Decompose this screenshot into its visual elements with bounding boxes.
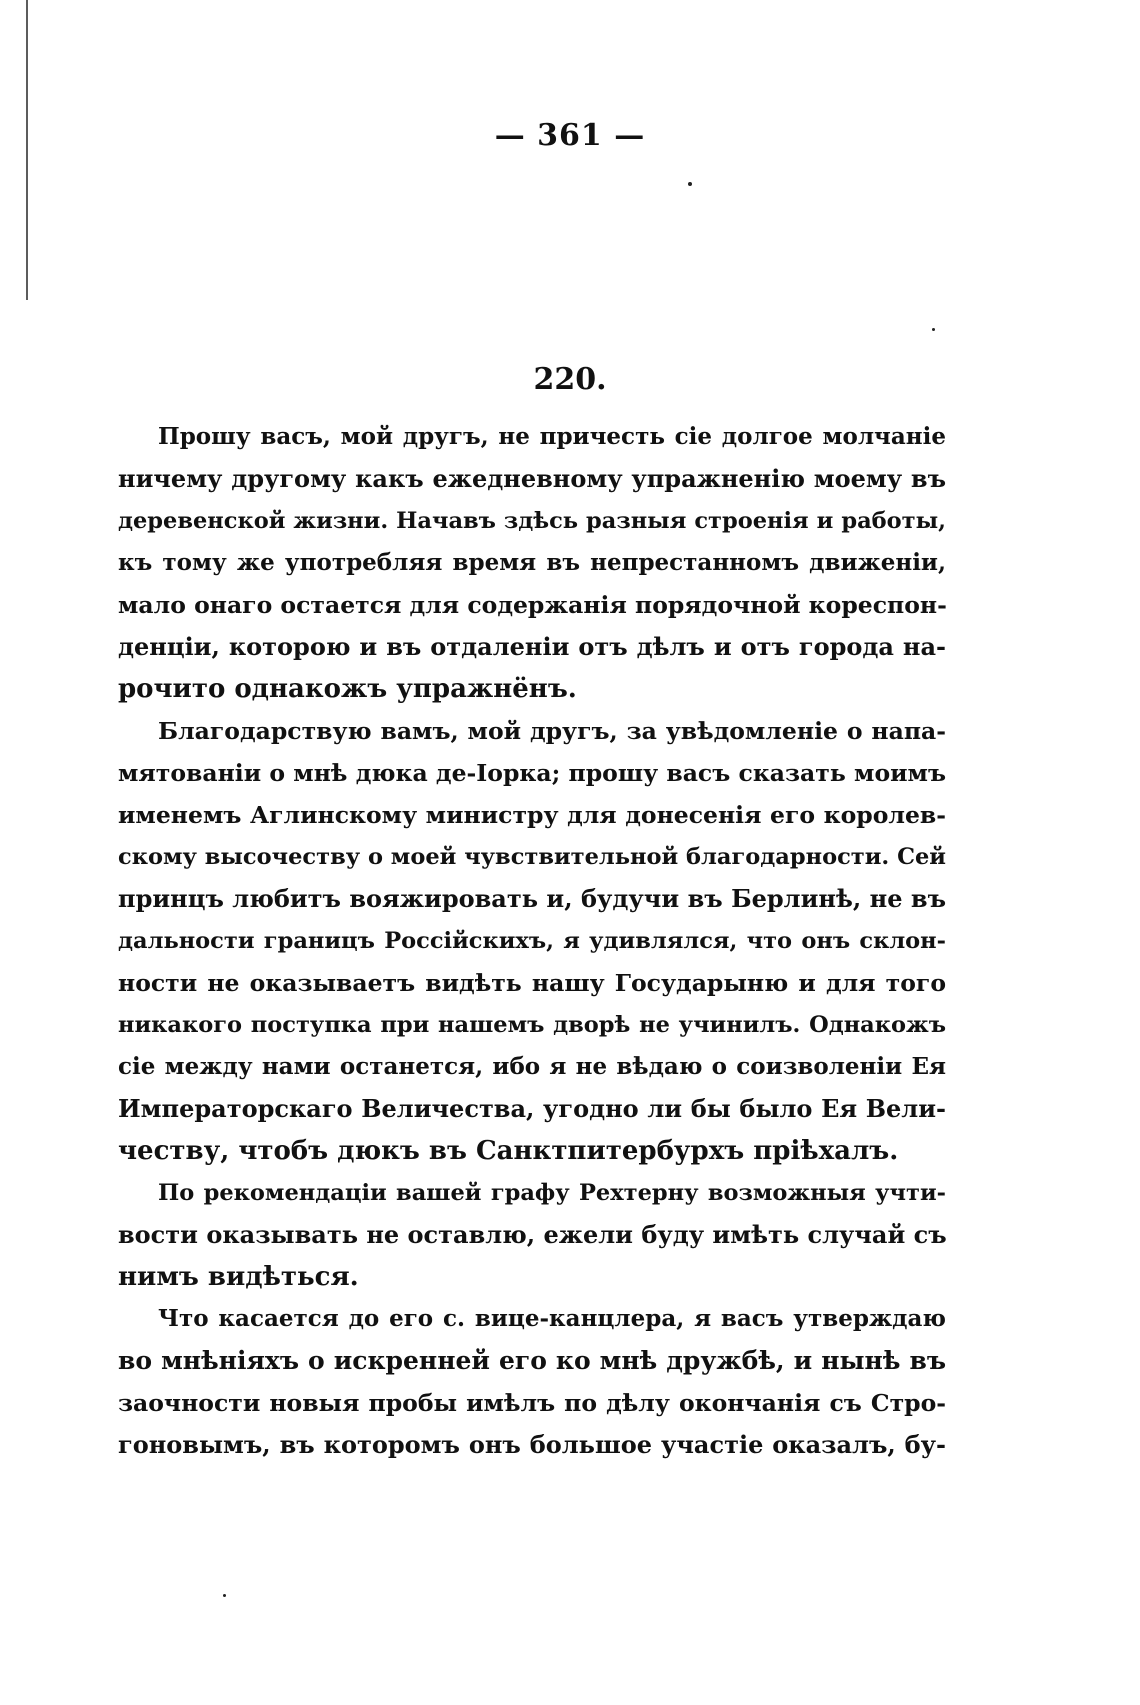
- paragraph: [118, 416, 946, 710]
- text-line: денціи, которою и въ отдаленіи отъ дѣлъ и отъ города на-: [118, 632, 946, 661]
- text-line: именемъ Аглинскому министру для донесенія его королев-: [118, 801, 946, 829]
- text-line: Императорскаго Величества, угодно ли бы было Ея Вели-: [118, 1094, 946, 1123]
- paragraph: [118, 1298, 946, 1466]
- text-line: Прошу васъ, мой другъ, не причесть сіе долгое молчаніе: [158, 423, 946, 450]
- text-line: По рекомендаціи вашей графу Рехтерну возможныя учти-: [158, 1180, 946, 1206]
- text-line: никакого поступка при нашемъ дворѣ не учинилъ. Однакожъ: [118, 1012, 946, 1038]
- paragraph: [118, 710, 946, 1172]
- text-line: дальности границъ Россійскихъ, я удивлялся, что онъ склон-: [118, 928, 946, 954]
- text-line: ности не оказываетъ видѣть нашу Государыню и для того: [118, 969, 946, 997]
- paragraph: [118, 1172, 946, 1298]
- text-line: Что касается до его с. вице-канцлера, я васъ утверждаю: [158, 1305, 946, 1332]
- text-line: скому высочеству о моей чувствительной благодарности. Сей: [118, 844, 946, 870]
- text-line: мало онаго остается для содержанія порядочной кореспон-: [118, 591, 947, 619]
- letter-number: 220.: [533, 362, 607, 397]
- print-speck: [932, 328, 935, 331]
- letter-body: [118, 416, 946, 1466]
- text-line: честву, чтобъ дюкъ въ Санктпитербурхъ пріѣхалъ.: [118, 1136, 899, 1166]
- text-line: вости оказывать не оставлю, ежели буду имѣть случай съ: [118, 1220, 947, 1249]
- page-number: — 361 —: [494, 118, 646, 153]
- text-line: нимъ видѣться.: [118, 1262, 359, 1292]
- print-speck: [688, 182, 692, 186]
- text-line: сіе между нами останется, ибо я не вѣдаю о соизволеніи Ея: [118, 1053, 946, 1080]
- text-line: заочности новыя пробы имѣлъ по дѣлу окончанія съ Стро-: [118, 1389, 946, 1417]
- print-speck: [223, 1594, 226, 1597]
- text-line: ничему другому какъ ежедневному упражненію моему въ: [118, 464, 946, 493]
- text-line: гоновымъ, въ которомъ онъ большое участіе оказалъ, бу-: [118, 1430, 946, 1459]
- text-line: мятованіи о мнѣ дюка де-Іорка; прошу васъ сказать моимъ: [118, 759, 946, 787]
- text-line: рочито однакожъ упражнёнъ.: [118, 674, 577, 704]
- text-line: къ тому же употребляя время въ непрестанномъ движеніи,: [118, 549, 946, 576]
- text-line: деревенской жизни. Начавъ здѣсь разныя строенія и работы,: [118, 508, 946, 534]
- text-line: во мнѣніяхъ о искренней его ко мнѣ дружбѣ, и нынѣ въ: [118, 1346, 946, 1375]
- text-line: принцъ любитъ вояжировать и, будучи въ Берлинѣ, не въ: [118, 884, 946, 913]
- text-line: Благодарствую вамъ, мой другъ, за увѣдомленіе о напа-: [158, 717, 946, 745]
